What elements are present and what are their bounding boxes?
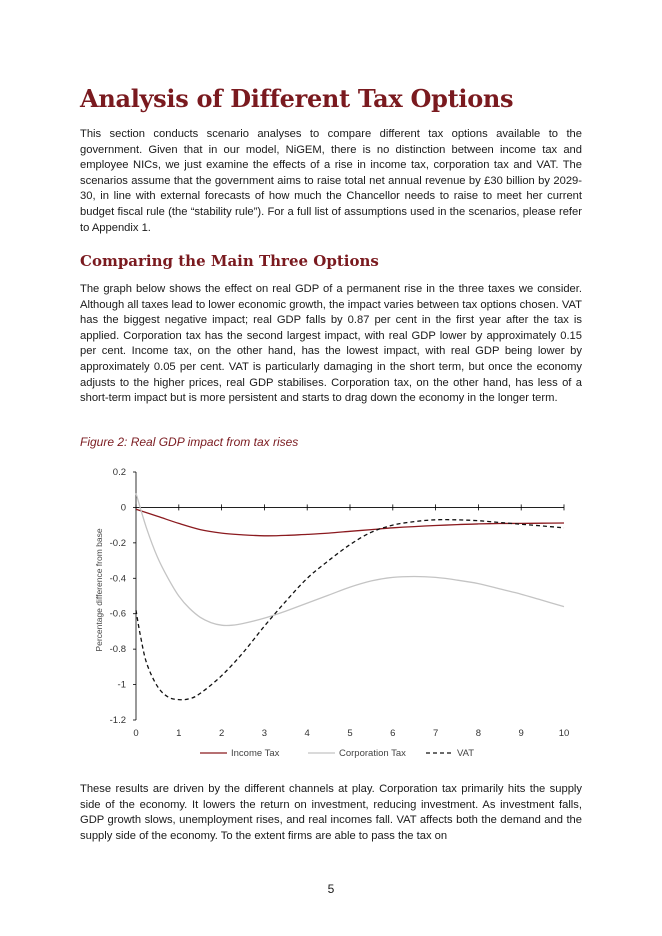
figure-caption: Figure 2: Real GDP impact from tax rises [80,435,299,449]
legend-label-corporation-tax: Corporation Tax [339,748,406,759]
y-tick-label: -0.6 [109,608,126,620]
legend-label-vat: VAT [457,748,475,759]
y-tick-label: -0.2 [109,537,126,549]
x-tick-label: 3 [261,728,268,739]
y-tick-label: -1.2 [109,715,126,726]
y-tick-label: 0 [120,502,126,514]
x-tick-label: 7 [432,728,439,739]
x-tick-label: 10 [558,728,570,739]
y-tick-label: -1 [117,679,126,691]
series-line-income-tax [136,509,564,536]
x-tick-label: 1 [176,728,182,739]
legend-label-income-tax: Income Tax [231,748,280,759]
gdp-impact-chart [92,462,582,772]
x-axis-ticks [133,504,569,739]
closing-paragraph: These results are driven by the different channels at play. Corporation tax primarily hits the supply side of the economy. It lowers the return on investment, reducing investment. As investment falls, GDP growth slows, unemployment rises, and real incomes fall. VAT affects both the demand and the supply side of the economy. To the extent firms are able to pass the tax on [80,783,582,842]
chart-legend [200,748,474,759]
x-tick-label: 4 [304,728,310,739]
x-tick-label: 6 [390,728,396,739]
x-tick-label: 0 [133,728,139,739]
series-line-vat [136,520,564,700]
series-line-corporation-tax [136,493,564,625]
y-tick-label: -0.4 [109,573,126,585]
y-axis-ticks [110,467,136,726]
x-tick-label: 2 [218,728,225,739]
section-subheading: Comparing the Main Three Options [80,252,379,270]
y-tick-label: 0.2 [112,467,126,478]
x-tick-label: 5 [347,728,353,739]
x-tick-label: 8 [475,728,482,739]
comparison-paragraph: The graph below shows the effect on real GDP of a permanent rise in the three taxes we consider. Although all taxes lead to lower economic growth, the impact varies between tax options chosen. VAT has the biggest negative impact; real GDP falls by 0.87 per cent in the first year after the tax is applied. Corporation tax has the second largest impact, with real GDP lower by approximately 0.15 per cent. Income tax, on the other hand, has the lowest impact, with real GDP being lower by approximately 0.05 per cent. VAT is particularly damaging in the short term, but once the economy adjusts to the higher prices, real GDP stabilises. Corporation tax, on the other hand, has less of a short-term impact but is more persistent and starts to drag down the economy in the longer term. [80,283,582,405]
intro-paragraph: This section conducts scenario analyses to compare different tax options available to the government. Given that in our model, NiGEM, there is no distinction between income tax and employee NICs, we just examine the effects of a rise in income tax, corporation tax and VAT. The scenarios assume that the government aims to raise total net annual revenue by £30 billion by 2029-30, in line with external forecasts of how much the Chancellor needs to raise to meet her current budget fiscal rule (the “stability rule”). For a full list of assumptions used in the scenarios, please refer to Appendix 1. [80,128,582,234]
series-lines [136,493,564,699]
y-axis-label: Percentage difference from base [94,528,104,652]
x-tick-label: 9 [518,728,524,739]
y-tick-label: -0.8 [109,644,126,656]
page-title: Analysis of Different Tax Options [80,84,514,113]
page-number: 5 [327,882,335,896]
